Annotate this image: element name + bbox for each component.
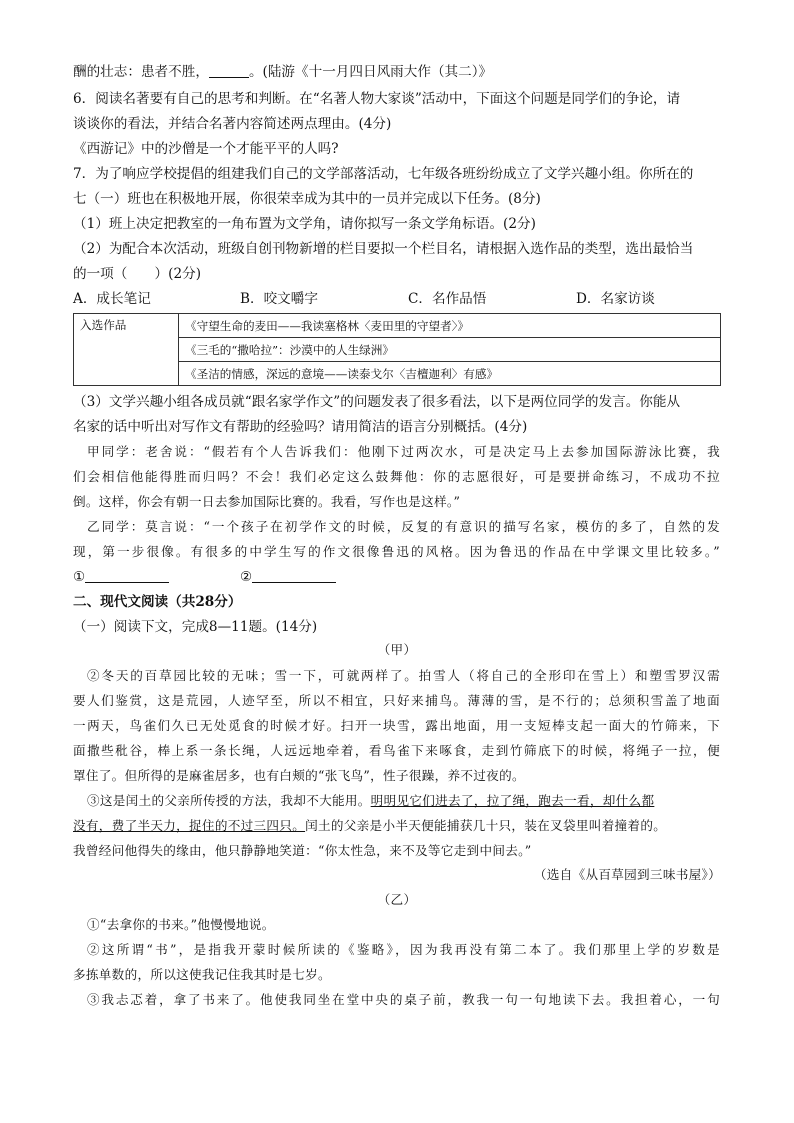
work-title: 《圣洁的情感，深远的意境——读泰戈尔〈吉檀迦利〉有感》 (179, 362, 721, 386)
para3-line2 (73, 817, 666, 835)
passage-jia-label: （甲） (377, 642, 417, 657)
q6-line1: 6．阅读名著要有自己的思考和判断。在“名著人物大家谈”活动中，下面这个问题是同学们的争论，请 (73, 91, 681, 107)
answer-label: ② (240, 569, 253, 585)
poem-source: 。(陆游《十一月四日风雨大作（其二）》 (248, 64, 493, 80)
answer-line-1 (73, 568, 169, 586)
q6-line2: 谈谈你的看法，并结合名著内容简述两点理由。(4分) (73, 116, 392, 132)
table-row (74, 314, 721, 338)
para3-text: 闰土的父亲是小半天便能捕获几十只，装在叉袋里叫着撞着的。 (305, 818, 667, 833)
answer-blank[interactable] (85, 568, 169, 583)
q7-sub1: （1）班上决定把教室的一角布置为文学角，请你拟写一条文学角标语。(2分) (73, 216, 536, 232)
option-d[interactable]: D．名家访谈 (576, 291, 655, 307)
para3-line1 (73, 792, 654, 810)
q6-question: 《西游记》中的沙僧是一个才能平平的人吗? (73, 141, 339, 157)
para2-line3: 一两天，鸟雀们久已无处觅食的时候才好。扫开一块雪，露出地面，用一支短棒支起一面大的竹筛来，下 (73, 718, 720, 733)
para3-line3: 我曾经问他得失的缘由，他只静静地笑道：“你太性急，来不及等它走到中间去。” (73, 843, 532, 858)
para2-line2: 要人们鉴赏，这是荒园，人迹罕至，所以不相宜，只好来捕鸟。薄薄的雪，是不行的；总须积雪盖了地面 (73, 693, 720, 708)
passage-source: （选自《从百草园到三味书屋》） (533, 867, 721, 882)
option-c[interactable]: C．名作品悟 (408, 291, 487, 307)
answer-line-2 (240, 568, 336, 586)
answer-blank[interactable] (252, 568, 336, 583)
q7-line2: 七（一）班也在积极地开展，你很荣幸成为其中的一员并完成以下任务。(8分) (73, 191, 541, 207)
quote-yi-line1: 乙同学：莫言说：“一个孩子在初学作文的时候，反复的有意识的描写名家，模仿的多了，自然的发 (87, 519, 720, 534)
q7-line1: 7．为了响应学校提倡的组建我们自己的文学部落活动，七年级各班纷纷成立了文学兴趣小组。你所在的 (73, 166, 694, 182)
passage-yi-label: （乙） (377, 892, 417, 907)
yi-para1: ①“去拿你的书来。”他慢慢地说。 (87, 917, 275, 932)
poem-line (73, 63, 492, 81)
selected-works-table (73, 313, 721, 386)
yi-para2-line1: ②这所谓“书”，是指我开蒙时候所读的《鉴略》，因为我再没有第二本了。我们那里上学的岁数是 (87, 942, 720, 957)
work-title: 《三毛的“撒哈拉”：沙漠中的人生绿洲》 (179, 338, 721, 362)
para2-line4: 面撒些秕谷，棒上系一条长绳，人远远地牵着，看鸟雀下来啄食，走到竹筛底下的时候，将绳子一拉，便 (73, 743, 720, 758)
quote-jia-line3: 倒。这样，你会有朝一日去参加国际比赛的。我看，写作也是这样。” (73, 494, 461, 509)
q7-sub3-line2: 名家的话中听出对写作文有帮助的经验吗？请用简洁的语言分别概括。(4分) (73, 419, 528, 435)
para2-line1: ②冬天的百草园比较的无味；雪一下，可就两样了。拍雪人（将自己的全形印在雪上）和塑雪罗汉需 (87, 668, 720, 683)
section-intro: （一）阅读下文，完成8—11题。(14分) (73, 619, 318, 635)
yi-para3-line1: ③我忐忑着，拿了书来了。他使我同坐在堂中央的桌子前，教我一句一句地读下去。我担着心，一句 (87, 992, 720, 1007)
work-title: 《守望生命的麦田——我读塞格林〈麦田里的守望者〉》 (179, 314, 721, 338)
quote-yi-line2: 现，第一步很像。有很多的中学生写的作文很像鲁迅的风格。因为鲁迅的作品在中学课文里比较多。” (73, 544, 720, 559)
answer-blank[interactable] (209, 63, 249, 78)
q7-sub2-line1: （2）为配合本次活动，班级自创刊物新增的栏目要拟一个栏目名，请根据入选作品的类型，选出最恰当 (73, 241, 694, 257)
quote-jia-line2: 们会相信他能得胜而归吗？不会！我们必定这么鼓舞他：你的志愿很好，可是要拼命练习，不成功不拉 (73, 469, 720, 484)
quote-jia-line1: 甲同学：老舍说：“假若有个人告诉我们：他刚下过两次水，可是决定马上去参加国际游泳比赛，我 (87, 444, 720, 459)
option-b[interactable]: B．咬文嚼字 (240, 291, 318, 307)
para2-line5: 罩住了。但所得的是麻雀居多，也有白颊的“张飞鸟”，性子很躁，养不过夜的。 (73, 768, 525, 783)
table-header-cell: 入选作品 (74, 314, 179, 386)
underlined-sentence: 明明见它们进去了，拉了绳，跑去一看，却什么都 (370, 793, 655, 808)
poem-text: 酬的壮志：患者不胜， (73, 64, 209, 80)
answer-label: ① (73, 569, 86, 585)
section-title: 二、现代文阅读（共28分） (73, 594, 242, 610)
underlined-sentence: 没有，费了半天力，捉住的不过三四只。 (73, 818, 306, 833)
yi-para2-line2: 多拣单数的，所以这使我记住我其时是七岁。 (73, 967, 331, 982)
q7-sub3-line1: （3）文学兴趣小组各成员就“跟名家学作文”的问题发表了很多看法，以下是两位同学的发言。你能从 (73, 394, 681, 410)
q7-sub2-line2: 的一项（ ）(2分) (73, 266, 202, 282)
option-a[interactable]: A．成长笔记 (73, 291, 151, 307)
para3-text: ③这是闰土的父亲所传授的方法，我却不大能用。 (87, 793, 371, 808)
